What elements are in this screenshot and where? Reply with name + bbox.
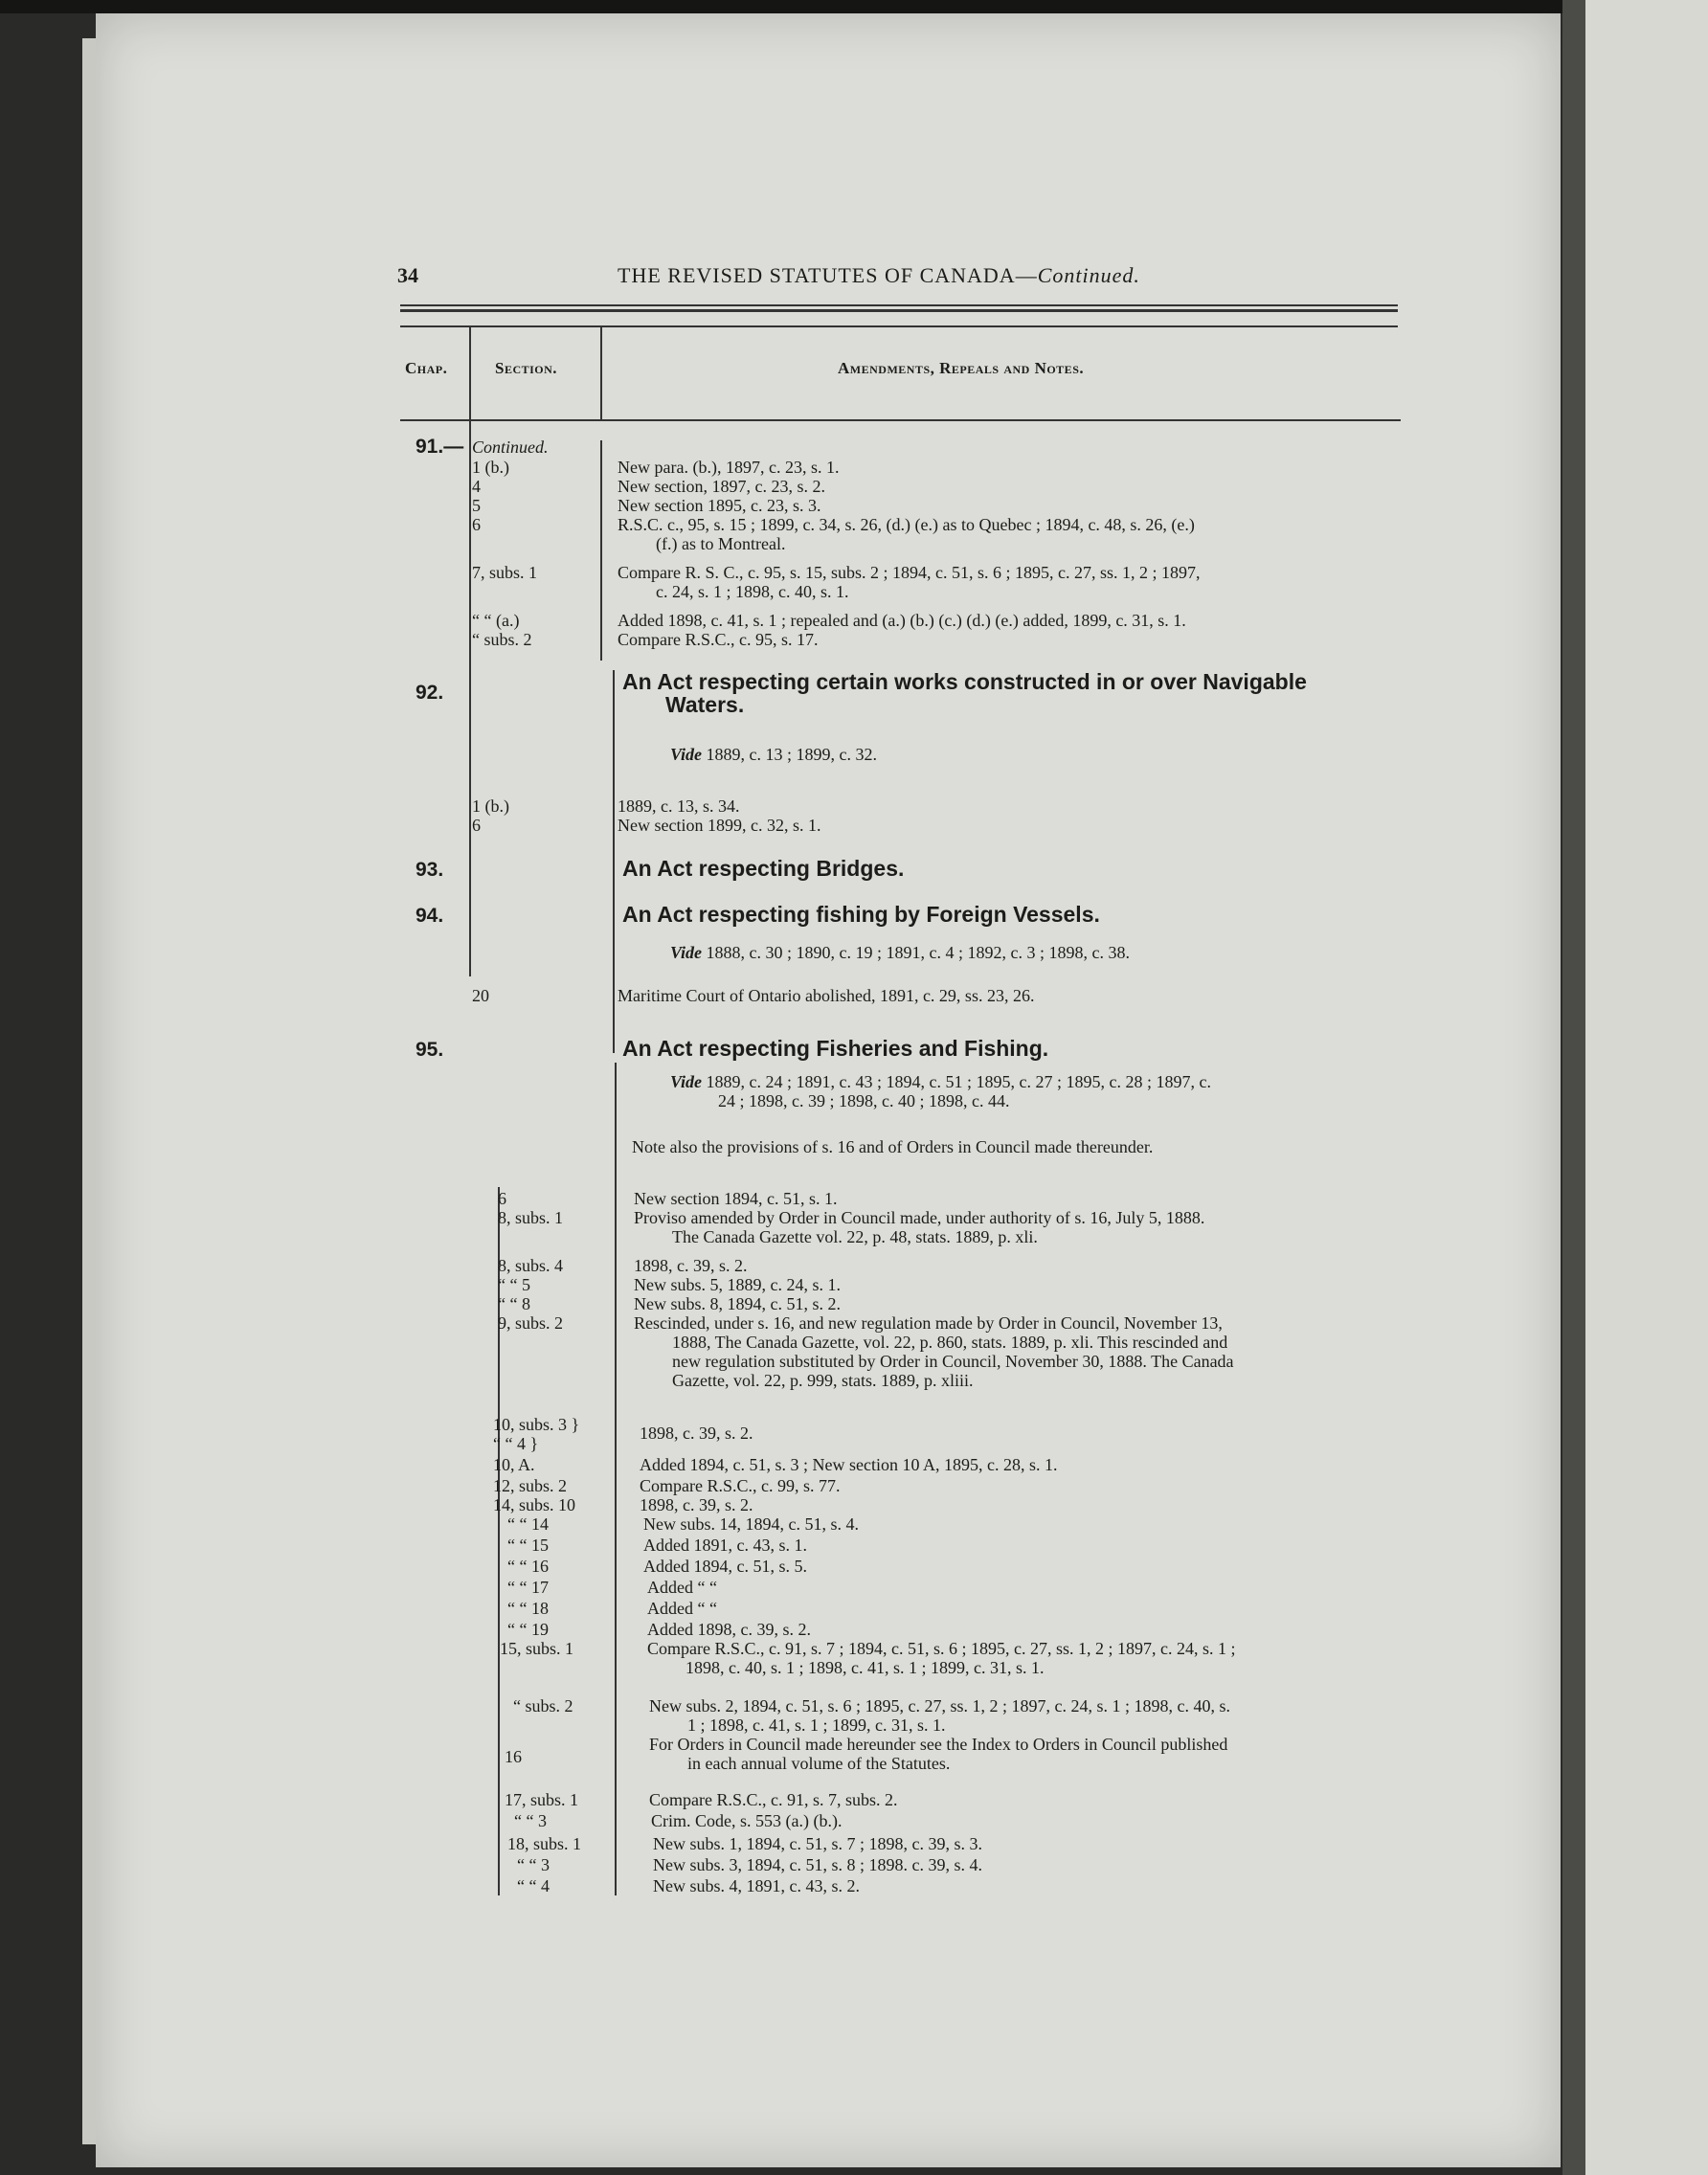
chapter-91-label: 91.—	[416, 436, 464, 458]
section-cell: 15, subs. 1	[500, 1639, 574, 1658]
chapter-94-title: An Act respecting fishing by Foreign Vessels.	[622, 902, 1100, 927]
section-cell: 5	[472, 496, 481, 515]
section-cell: “ “ 17	[507, 1578, 549, 1597]
section-cell: 17, subs. 1	[505, 1790, 579, 1809]
note-cell: New subs. 5, 1889, c. 24, s. 1.	[634, 1275, 841, 1294]
col-divider-section-2	[613, 670, 615, 1053]
chapter-94-vide: Vide 1888, c. 30 ; 1890, c. 19 ; 1891, c. 4 ; 1892, c. 3 ; 1898, c. 38.	[670, 943, 1130, 962]
section-cell: 8, subs. 4	[498, 1256, 564, 1275]
note-cell: R.S.C. c., 95, s. 15 ; 1899, c. 34, s. 26, (d.) (e.) as to Quebec ; 1894, c. 48, s. 26, (e.) (f.) as to Montreal.	[618, 515, 1195, 553]
section-cell: “ “ 3	[514, 1811, 547, 1830]
note-cell: New subs. 8, 1894, c. 51, s. 2.	[634, 1294, 841, 1313]
binding-shadow	[1562, 0, 1585, 2175]
note-cell: Compare R.S.C., c. 95, s. 17.	[618, 630, 819, 649]
note-cell: New subs. 1, 1894, c. 51, s. 7 ; 1898, c. 39, s. 3.	[653, 1834, 982, 1853]
table-top-rule	[400, 325, 1398, 327]
section-cell: 9, subs. 2	[498, 1313, 564, 1333]
section-cell: 20	[472, 986, 489, 1005]
note-cell: Compare R.S.C., c. 99, s. 77.	[640, 1476, 841, 1495]
section-cell: “ subs. 2	[472, 630, 532, 649]
chapter-93-label: 93.	[416, 859, 444, 881]
col-divider-section-head	[600, 325, 602, 421]
note-cell: Compare R.S.C., c. 91, s. 7 ; 1894, c. 51, s. 6 ; 1895, c. 27, ss. 1, 2 ; 1897, c. 24, s. 1 ; 1898, c. 40, s. 1 ; 1898, c. 41, s. 1 ; 1899, c. 31, s. 1.	[647, 1639, 1236, 1677]
col-header-chap: Chap.	[405, 359, 448, 377]
note-cell: 1898, c. 39, s. 2.	[640, 1424, 753, 1443]
section-cell: 10, subs. 3 }	[493, 1415, 580, 1434]
note-cell: New section, 1897, c. 23, s. 2.	[618, 477, 825, 496]
note-cell: Added 1894, c. 51, s. 3 ; New section 10 A, 1895, c. 28, s. 1.	[640, 1455, 1058, 1474]
note-cell: New section 1894, c. 51, s. 1.	[634, 1189, 838, 1208]
section-cell: 6	[498, 1189, 506, 1208]
note-cell: 1898, c. 39, s. 2.	[634, 1256, 748, 1275]
section-cell: 6	[472, 816, 481, 835]
section-cell: 4	[472, 477, 481, 496]
chapter-94-label: 94.	[416, 905, 444, 927]
section-cell: 6	[472, 515, 481, 534]
section-cell: “ “ (a.)	[472, 611, 520, 630]
section-cell: 10, A.	[493, 1455, 535, 1474]
chapter-95-title: An Act respecting Fisheries and Fishing.	[622, 1036, 1049, 1061]
note-cell: Maritime Court of Ontario abolished, 1891, c. 29, ss. 23, 26.	[618, 986, 1035, 1005]
section-cell: “ “ 8	[498, 1294, 530, 1313]
section-cell: 7, subs. 1	[472, 563, 538, 582]
chapter-91-continued: Continued.	[472, 437, 549, 457]
note-cell: 1889, c. 13, s. 34.	[618, 796, 740, 816]
note-cell: Rescinded, under s. 16, and new regulation made by Order in Council, November 13, 1888, The Canada Gazette, vol. 22, p. 860, stats. 1889, p. xli. This rescinded and new regulation substituted by Order in Council, November 30, 1888. The Canada Gazette, vol. 22, p. 999, stats. 1889, p. xliii.	[634, 1313, 1234, 1390]
section-cell: “ “ 19	[507, 1620, 549, 1639]
chapter-92-title: An Act respecting certain works constructed in or over Navigable Waters.	[622, 669, 1307, 717]
header-rule-top	[400, 304, 1398, 306]
chapter-92-vide: Vide 1889, c. 13 ; 1899, c. 32.	[670, 745, 877, 764]
section-cell: “ “ 14	[507, 1514, 549, 1534]
note-cell: New section 1895, c. 23, s. 3.	[618, 496, 821, 515]
chapter-95-label: 95.	[416, 1039, 444, 1061]
section-cell: “ “ 16	[507, 1557, 549, 1576]
col-header-notes: Amendments, Repeals and Notes.	[838, 359, 1085, 377]
section-cell: “ “ 4 }	[493, 1434, 539, 1453]
note-cell: New subs. 4, 1891, c. 43, s. 2.	[653, 1876, 860, 1895]
chapter-95-vide: Vide 1889, c. 24 ; 1891, c. 43 ; 1894, c. 51 ; 1895, c. 27 ; 1895, c. 28 ; 1897, c. 24 ; 1898, c. 39 ; 1898, c. 40 ; 1898, c. 44.	[670, 1072, 1211, 1110]
page-number: 34	[397, 263, 418, 287]
chapter-93-title: An Act respecting Bridges.	[622, 856, 905, 881]
running-title: THE REVISED STATUTES OF CANADA—Continued.	[618, 263, 1140, 287]
scan-top-band	[0, 0, 1708, 13]
note-cell: Added 1898, c. 41, s. 1 ; repealed and (a.) (b.) (c.) (d.) (e.) added, 1899, c. 31, s. 1.	[618, 611, 1186, 630]
note-cell: Added “ “	[647, 1599, 717, 1618]
running-title-italic: Continued.	[1037, 263, 1140, 287]
note-cell: For Orders in Council made hereunder see the Index to Orders in Council published in each annual volume of the Statutes.	[649, 1735, 1228, 1773]
note-cell: Added 1891, c. 43, s. 1.	[643, 1536, 807, 1555]
note-cell: Added 1894, c. 51, s. 5.	[643, 1557, 807, 1576]
note-cell: Added 1898, c. 39, s. 2.	[647, 1620, 811, 1639]
section-cell: “ “ 15	[507, 1536, 549, 1555]
page-header	[0, 263, 1708, 302]
note-cell: Proviso amended by Order in Council made, under authority of s. 16, July 5, 1888. The Canada Gazette vol. 22, p. 48, stats. 1889, p. xli.	[634, 1208, 1205, 1246]
section-cell: “ “ 18	[507, 1599, 549, 1618]
note-cell: New subs. 3, 1894, c. 51, s. 8 ; 1898. c. 39, s. 4.	[653, 1855, 982, 1874]
chapter-95-note-also: Note also the provisions of s. 16 and of Orders in Council made thereunder.	[632, 1137, 1154, 1156]
section-cell: 12, subs. 2	[493, 1476, 568, 1495]
note-cell: Compare R.S.C., c. 91, s. 7, subs. 2.	[649, 1790, 898, 1809]
section-cell: “ “ 5	[498, 1275, 530, 1294]
note-cell: New section 1899, c. 32, s. 1.	[618, 816, 821, 835]
section-cell: 16	[505, 1747, 522, 1766]
note-cell: Added “ “	[647, 1578, 717, 1597]
facing-page	[1585, 0, 1708, 2175]
note-cell: Compare R. S. C., c. 95, s. 15, subs. 2 ; 1894, c. 51, s. 6 ; 1895, c. 27, ss. 1, 2 ; 1897, c. 24, s. 1 ; 1898, c. 40, s. 1.	[618, 563, 1201, 601]
section-cell: “ subs. 2	[513, 1696, 573, 1715]
section-cell: 14, subs. 10	[493, 1495, 576, 1514]
header-rule-bottom	[400, 309, 1398, 312]
note-cell: 1898, c. 39, s. 2.	[640, 1495, 753, 1514]
section-cell: “ “ 4	[517, 1876, 550, 1895]
section-cell: 1 (b.)	[472, 458, 509, 477]
table-header-rule	[400, 419, 1401, 421]
note-cell: New subs. 14, 1894, c. 51, s. 4.	[643, 1514, 859, 1534]
section-cell: 8, subs. 1	[498, 1208, 564, 1227]
section-cell: 18, subs. 1	[507, 1834, 582, 1853]
col-header-section: Section.	[495, 359, 558, 377]
note-cell: New para. (b.), 1897, c. 23, s. 1.	[618, 458, 840, 477]
note-cell: Crim. Code, s. 553 (a.) (b.).	[651, 1811, 843, 1830]
note-cell: New subs. 2, 1894, c. 51, s. 6 ; 1895, c. 27, ss. 1, 2 ; 1897, c. 24, s. 1 ; 1898, c. 40, s. 1 ; 1898, c. 41, s. 1 ; 1899, c. 31, s. 1.	[649, 1696, 1230, 1735]
section-cell: “ “ 3	[517, 1855, 550, 1874]
section-cell: 1 (b.)	[472, 796, 509, 816]
chapter-92-label: 92.	[416, 682, 444, 704]
